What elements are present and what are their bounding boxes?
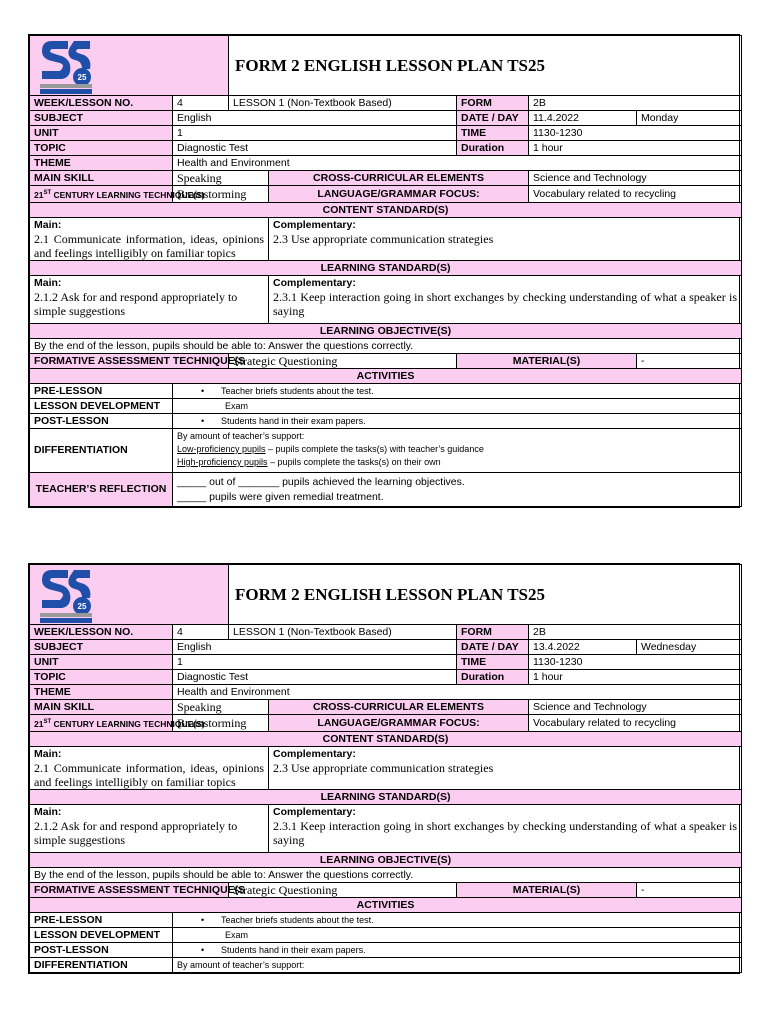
main-skill-value: Speaking: [173, 171, 269, 186]
cs-main-label: Main:: [34, 218, 62, 231]
content-standard-header: CONTENT STANDARD(S): [30, 731, 742, 746]
bullet-icon: •: [201, 415, 205, 426]
ls-main-text: 2.1.2 Ask for and respond appropriately to simple suggestions: [34, 818, 238, 847]
differentiation-cell: [173, 428, 742, 472]
post-lesson-text: Students hand in their exam papers.: [221, 944, 366, 955]
duration-value: 1 hour: [529, 141, 742, 156]
date-value: 13.4.2022: [529, 640, 637, 655]
bullet-icon: •: [201, 944, 205, 955]
cs-comp-label: Complementary:: [273, 747, 356, 760]
time-value: 1130-1230: [529, 655, 742, 670]
time-value: 1130-1230: [529, 126, 742, 141]
duration-value: 1 hour: [529, 670, 742, 685]
technique-value: Brainstorming: [173, 715, 269, 732]
lgf-value: Vocabulary related to recycling: [529, 186, 742, 203]
lesson-plan-table: [29, 564, 742, 973]
reflection-line-1: _____ out of _______ pupils achieved the learning objectives.: [177, 475, 465, 488]
logo-cell: [30, 565, 229, 625]
diff-line-1: By amount of teacher’s support:: [177, 430, 305, 441]
fat-label: FORMATIVE ASSESSMENT TECHNIQUE(S: [30, 882, 229, 897]
cce-value: Science and Technology: [529, 171, 742, 186]
subject-label: SUBJECT: [30, 111, 173, 126]
materials-value: -: [637, 882, 742, 897]
week-label: WEEK/LESSON NO.: [30, 625, 173, 640]
lgf-label: LANGUAGE/GRAMMAR FOCUS:: [269, 715, 529, 732]
cs-main-cell: [30, 217, 269, 260]
day-value: Monday: [637, 111, 742, 126]
cs-main-label: Main:: [34, 747, 62, 760]
fat-value: Strategic Questioning: [229, 353, 457, 368]
school-logo: [38, 37, 94, 95]
diff-line-3: High-proficiency pupils – pupils complete the tasks(s) on their own: [177, 456, 441, 467]
cs-main-text: 2.1 Communicate information, ideas, opinions and feelings intelligibly on familiar topics: [34, 231, 264, 260]
form-label: FORM: [457, 96, 529, 111]
lesson-dev-text: Exam: [173, 398, 742, 413]
topic-label: TOPIC: [30, 141, 173, 156]
century-technique-label: 21ST CENTURY LEARNING TECHNIQUE(S): [30, 186, 173, 203]
time-label: TIME: [457, 655, 529, 670]
subject-value: English: [173, 640, 457, 655]
ls-comp-label: Complementary:: [273, 805, 356, 818]
cce-label: CROSS-CURRICULAR ELEMENTS: [269, 700, 529, 715]
reflection-line-2: _____ pupils were given remedial treatment.: [177, 490, 384, 503]
lesson-dev-text: Exam: [173, 927, 742, 942]
diff-line-2: Low-proficiency pupils – pupils complete the tasks(s) with teacher’s guidance: [177, 443, 484, 454]
logo-number: 25: [77, 72, 87, 82]
page-title: FORM 2 ENGLISH LESSON PLAN TS25: [229, 36, 742, 96]
lgf-label: LANGUAGE/GRAMMAR FOCUS:: [269, 186, 529, 203]
fat-label: FORMATIVE ASSESSMENT TECHNIQUE(S: [30, 353, 229, 368]
topic-value: Diagnostic Test: [173, 670, 457, 685]
ls-comp-cell: [269, 804, 742, 852]
lesson-dev-label: LESSON DEVELOPMENT: [30, 927, 173, 942]
time-label: TIME: [457, 126, 529, 141]
ls-main-cell: [30, 804, 269, 852]
fat-value: Strategic Questioning: [229, 882, 457, 897]
theme-value: Health and Environment: [173, 156, 742, 171]
form-value: 2B: [529, 625, 742, 640]
post-lesson-text: Students hand in their exam papers.: [221, 415, 366, 426]
bullet-icon: •: [201, 914, 205, 925]
learning-objective-text: By the end of the lesson, pupils should be able to: Answer the questions correctly.: [30, 338, 742, 353]
cs-comp-cell: [269, 217, 742, 260]
form-value: 2B: [529, 96, 742, 111]
learning-objective-header: LEARNING OBJECTIVE(S): [30, 852, 742, 867]
lesson-plan-2: [28, 563, 740, 974]
post-lesson-cell: [173, 942, 742, 957]
learning-objective-header: LEARNING OBJECTIVE(S): [30, 323, 742, 338]
ls-main-cell: [30, 275, 269, 323]
ls-main-text: 2.1.2 Ask for and respond appropriately to simple suggestions: [34, 289, 238, 318]
materials-label: MATERIAL(S): [457, 882, 637, 897]
main-skill-value: Speaking: [173, 700, 269, 715]
pre-lesson-label: PRE-LESSON: [30, 383, 173, 398]
logo-number: 25: [77, 601, 87, 611]
lesson-value: LESSON 1 (Non-Textbook Based): [229, 96, 457, 111]
main-skill-label: MAIN SKILL: [30, 171, 173, 186]
learning-objective-text: By the end of the lesson, pupils should be able to: Answer the questions correctly.: [30, 867, 742, 882]
theme-label: THEME: [30, 685, 173, 700]
day-value: Wednesday: [637, 640, 742, 655]
pre-lesson-cell: [173, 383, 742, 398]
bullet-icon: •: [201, 385, 205, 396]
cs-comp-cell: [269, 746, 742, 789]
cs-comp-text: 2.3 Use appropriate communication strategies: [273, 231, 494, 246]
lesson-dev-label: LESSON DEVELOPMENT: [30, 398, 173, 413]
form-label: FORM: [457, 625, 529, 640]
subject-value: English: [173, 111, 457, 126]
logo-cell: [30, 36, 229, 96]
differentiation-label: DIFFERENTIATION: [30, 428, 173, 472]
ls-main-label: Main:: [34, 805, 62, 818]
pre-lesson-text: Teacher briefs students about the test.: [221, 385, 374, 396]
century-technique-label: 21ST CENTURY LEARNING TECHNIQUE(S): [30, 715, 173, 732]
technique-value: Brainstorming: [173, 186, 269, 203]
activities-header: ACTIVITIES: [30, 368, 742, 383]
subject-label: SUBJECT: [30, 640, 173, 655]
unit-label: UNIT: [30, 126, 173, 141]
post-lesson-cell: [173, 413, 742, 428]
differentiation-label: DIFFERENTIATION: [30, 957, 173, 972]
learning-standard-header: LEARNING STANDARD(S): [30, 260, 742, 275]
lesson-plan-1: [28, 34, 740, 508]
unit-value: 1: [173, 655, 457, 670]
cs-main-cell: [30, 746, 269, 789]
post-lesson-label: POST-LESSON: [30, 942, 173, 957]
learning-standard-header: LEARNING STANDARD(S): [30, 789, 742, 804]
content-standard-header: CONTENT STANDARD(S): [30, 202, 742, 217]
pre-lesson-cell: [173, 912, 742, 927]
cce-value: Science and Technology: [529, 700, 742, 715]
pre-lesson-text: Teacher briefs students about the test.: [221, 914, 374, 925]
week-value: 4: [173, 625, 229, 640]
materials-label: MATERIAL(S): [457, 353, 637, 368]
date-label: DATE / DAY: [457, 111, 529, 126]
main-skill-label: MAIN SKILL: [30, 700, 173, 715]
week-value: 4: [173, 96, 229, 111]
theme-label: THEME: [30, 156, 173, 171]
diff-line-1: By amount of teacher’s support:: [173, 957, 742, 972]
week-label: WEEK/LESSON NO.: [30, 96, 173, 111]
ls-comp-text: 2.3.1 Keep interaction going in short exchanges by checking understanding of what a speaker is saying: [273, 818, 738, 847]
page-title: FORM 2 ENGLISH LESSON PLAN TS25: [229, 565, 742, 625]
materials-value: -: [637, 353, 742, 368]
date-label: DATE / DAY: [457, 640, 529, 655]
theme-value: Health and Environment: [173, 685, 742, 700]
duration-label: Duration: [457, 670, 529, 685]
lesson-plan-table: [29, 35, 742, 507]
topic-label: TOPIC: [30, 670, 173, 685]
cs-comp-label: Complementary:: [273, 218, 356, 231]
reflection-cell: [173, 472, 742, 506]
activities-header: ACTIVITIES: [30, 897, 742, 912]
pre-lesson-label: PRE-LESSON: [30, 912, 173, 927]
topic-value: Diagnostic Test: [173, 141, 457, 156]
lesson-value: LESSON 1 (Non-Textbook Based): [229, 625, 457, 640]
lgf-value: Vocabulary related to recycling: [529, 715, 742, 732]
cs-main-text: 2.1 Communicate information, ideas, opinions and feelings intelligibly on familiar topics: [34, 760, 264, 789]
school-logo: [38, 566, 94, 624]
post-lesson-label: POST-LESSON: [30, 413, 173, 428]
ls-comp-label: Complementary:: [273, 276, 356, 289]
ls-comp-cell: [269, 275, 742, 323]
reflection-label: TEACHER’S REFLECTION: [30, 472, 173, 506]
cs-comp-text: 2.3 Use appropriate communication strategies: [273, 760, 494, 775]
duration-label: Duration: [457, 141, 529, 156]
ls-comp-text: 2.3.1 Keep interaction going in short exchanges by checking understanding of what a speaker is saying: [273, 289, 738, 318]
date-value: 11.4.2022: [529, 111, 637, 126]
cce-label: CROSS-CURRICULAR ELEMENTS: [269, 171, 529, 186]
ls-main-label: Main:: [34, 276, 62, 289]
unit-value: 1: [173, 126, 457, 141]
unit-label: UNIT: [30, 655, 173, 670]
